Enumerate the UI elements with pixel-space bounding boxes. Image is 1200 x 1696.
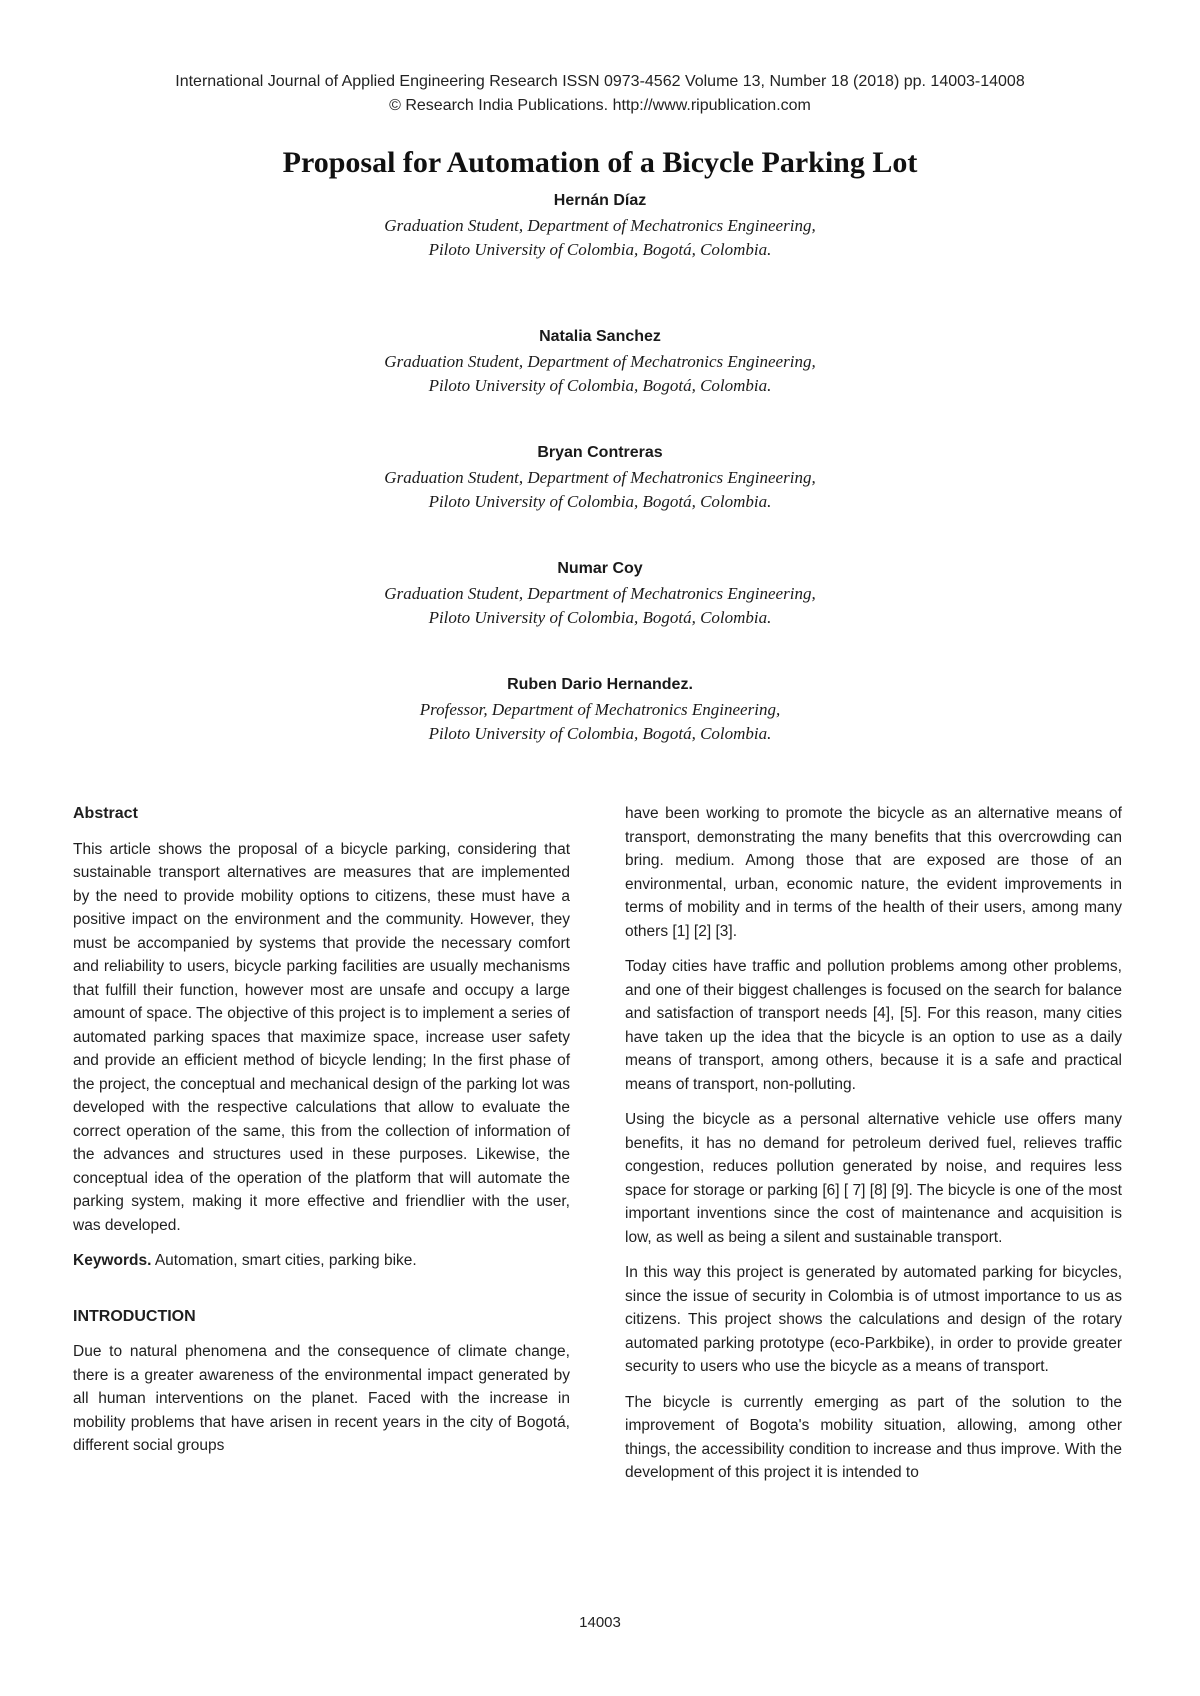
- author-affiliation-univ: Piloto University of Colombia, Bogotá, Colombia.: [428, 724, 772, 743]
- author-name: Bryan Contreras: [537, 444, 663, 461]
- body-paragraph: Using the bicycle as a personal alternative vehicle use offers many benefits, it has no demand for petroleum derived fuel, relieves traffic congestion, reduces pollution generated by noise, and requires less space for storage or parking [6] [ 7] [8] [9]. The bicycle is one of the most important inventions since the cost of maintenance and acquisition is low, as well as being a silent and sustainable transport.: [625, 1111, 1122, 1246]
- body-paragraph: In this way this project is generated by automated parking for bicycles, since the issue of security in Colombia is of utmost importance to us as citizens. This project shows the calculations and design of the rotary automated parking prototype (eco-Parkbike), in order to provide greater security to users who use the bicycle as a means of transport.: [625, 1264, 1122, 1375]
- abstract-text: This article shows the proposal of a bicycle parking, considering that sustainable transport alternatives are measures that are implemented by the need to provide mobility options to citizens, these must have a positive impact on the environment and the community. However, they must be accompanied by systems that provide the necessary comfort and reliability to users, bicycle parking facilities are usually mechanisms that fulfill their function, however most are unsafe and occupy a large amount of space. The objective of this project is to implement a series of automated parking spaces that maximize space, increase user safety and provide an efficient method of bicycle lending; In the first phase of the project, the conceptual and mechanical design of the parking lot was developed with the respective calculations that allow to evaluate the correct operation of the same, this from the collection of information of the advances and structures used in these purposes. Likewise, the conceptual idea of the operation of the platform that will automate the parking system, making it more effective and friendlier with the user, was developed.: [73, 840, 570, 1234]
- author-block: [200, 188, 1000, 262]
- body-paragraph: have been working to promote the bicycle as an alternative means of transport, demonstrating the many benefits that this overcrowding can bring. medium. Among those that are exposed are those of an environmental, urban, economic nature, the evident improvements in terms of mobility and in terms of the health of their users, among many others [1] [2] [3].: [625, 805, 1122, 940]
- author-name: Numar Coy: [557, 560, 643, 577]
- author-affiliation-dept: Graduation Student, Department of Mechatronics Engineering,: [384, 216, 816, 235]
- journal-citation-line: International Journal of Applied Engineering Research ISSN 0973-4562 Volume 13, Number 18 (2018) pp. 14003-14008: [175, 73, 1025, 90]
- abstract-heading: Abstract: [73, 805, 138, 822]
- author-affiliation-univ: Piloto University of Colombia, Bogotá, Colombia.: [428, 492, 772, 511]
- keywords-line: [73, 1249, 570, 1273]
- right-column: [625, 802, 1122, 1497]
- author-block: [200, 440, 1000, 514]
- author-block: [200, 556, 1000, 630]
- journal-header: [60, 70, 1140, 118]
- keywords-label: Keywords.: [73, 1252, 152, 1269]
- author-affiliation-dept: Graduation Student, Department of Mechatronics Engineering,: [384, 352, 816, 371]
- author-affiliation-dept: Graduation Student, Department of Mechatronics Engineering,: [384, 584, 816, 603]
- left-column: [73, 802, 570, 1470]
- paper-title: Proposal for Automation of a Bicycle Parking Lot: [282, 146, 918, 179]
- author-affiliation-dept: Graduation Student, Department of Mechatronics Engineering,: [384, 468, 816, 487]
- author-name: Hernán Díaz: [553, 192, 647, 209]
- author-affiliation-dept: Professor, Department of Mechatronics Engineering,: [419, 700, 781, 719]
- body-paragraph: The bicycle is currently emerging as part of the solution to the improvement of Bogota's mobility situation, allowing, among other things, the accessibility condition to increase and thus improve. With the development of this project it is intended to: [625, 1393, 1122, 1481]
- journal-publisher-line: © Research India Publications. http://www.ripublication.com: [389, 97, 811, 114]
- author-block: [200, 324, 1000, 398]
- author-affiliation-univ: Piloto University of Colombia, Bogotá, Colombia.: [428, 608, 772, 627]
- body-paragraph: Today cities have traffic and pollution problems among other problems, and one of their biggest challenges is focused on the search for balance and satisfaction of transport needs [4], [5]. For this reason, many cities have taken up the idea that the bicycle is an option to use as a daily means of transport, among others, because it is a safe and practical means of transport, non-polluting.: [625, 958, 1122, 1093]
- author-affiliation-univ: Piloto University of Colombia, Bogotá, Colombia.: [428, 376, 772, 395]
- introduction-paragraph: Due to natural phenomena and the consequence of climate change, there is a greater awareness of the environmental impact generated by all human interventions on the planet. Faced with the increase in mobility problems that have arisen in recent years in the city of Bogotá, different social groups: [73, 1343, 570, 1454]
- introduction-heading: INTRODUCTION: [73, 1307, 196, 1325]
- author-block: [200, 672, 1000, 746]
- author-affiliation-univ: Piloto University of Colombia, Bogotá, Colombia.: [428, 240, 772, 259]
- author-name: Ruben Dario Hernandez.: [507, 676, 693, 693]
- page-number: 14003: [579, 1614, 621, 1631]
- keywords-text: Automation, smart cities, parking bike.: [151, 1252, 417, 1269]
- author-name: Natalia Sanchez: [539, 328, 661, 345]
